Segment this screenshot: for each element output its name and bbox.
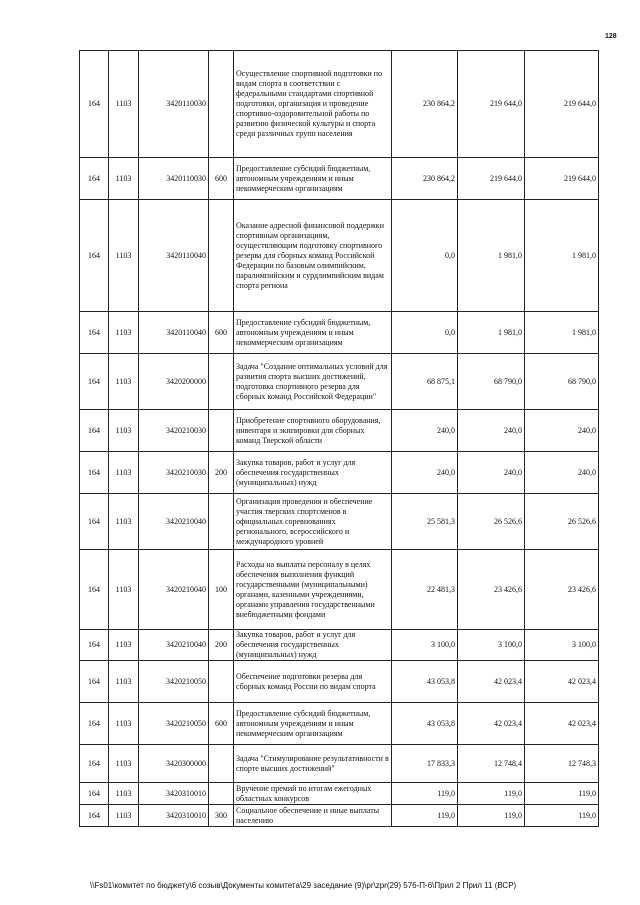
expense-type-code: [209, 661, 234, 703]
section-code: 1103: [109, 630, 139, 661]
expense-type-code: 200: [209, 452, 234, 494]
dept-code: 164: [80, 494, 109, 550]
table-row: [80, 783, 599, 805]
target-article-code: 3420110030: [139, 158, 209, 200]
amount-year-3: 23 426,6: [525, 550, 599, 630]
dept-code: 164: [80, 158, 109, 200]
table-row: [80, 410, 599, 452]
item-name: Приобретение спортивного оборудования, инвентаря и экипировки для сборных команд Тверской области: [234, 410, 392, 452]
expense-type-code: 600: [209, 158, 234, 200]
amount-year-2: 1 981,0: [458, 312, 525, 354]
amount-year-2: 12 748,4: [458, 745, 525, 783]
dept-code: 164: [80, 312, 109, 354]
amount-year-2: 240,0: [458, 410, 525, 452]
dept-code: 164: [80, 745, 109, 783]
section-code: 1103: [109, 312, 139, 354]
amount-year-3: 68 790,0: [525, 354, 599, 410]
amount-year-3: 42 023,4: [525, 703, 599, 745]
amount-year-3: 3 100,0: [525, 630, 599, 661]
expense-type-code: 600: [209, 312, 234, 354]
item-name: Предоставление субсидий бюджетным, автономным учреждениям и иным некоммерческим организациям: [234, 158, 392, 200]
amount-year-1: 240,0: [392, 452, 458, 494]
amount-year-2: 42 023,4: [458, 661, 525, 703]
section-code: 1103: [109, 783, 139, 805]
page-number: 128: [605, 33, 617, 40]
amount-year-2: 68 790,0: [458, 354, 525, 410]
amount-year-1: 43 053,8: [392, 661, 458, 703]
item-name: Оказание адресной финансовой поддержки спортивным организациям, осуществляющим подготовку спортивного резерва для сборных команд Российской Федерации по базовым олимпийским, паралимпийским и сурдлимпийским видам спорта региона: [234, 200, 392, 312]
dept-code: 164: [80, 783, 109, 805]
table-row: [80, 703, 599, 745]
amount-year-1: 25 581,3: [392, 494, 458, 550]
amount-year-3: 119,0: [525, 805, 599, 827]
table-row: [80, 805, 599, 827]
expense-type-code: 600: [209, 703, 234, 745]
target-article-code: 3420210030: [139, 410, 209, 452]
section-code: 1103: [109, 354, 139, 410]
table-row: [80, 51, 599, 158]
item-name: Закупка товаров, работ и услуг для обеспечения государственных (муниципальных) нужд: [234, 630, 392, 661]
table-row: [80, 745, 599, 783]
amount-year-1: 68 875,1: [392, 354, 458, 410]
item-name: Обеспечение подготовки резерва для сборных команд России по видам спорта: [234, 661, 392, 703]
amount-year-1: 119,0: [392, 805, 458, 827]
section-code: 1103: [109, 410, 139, 452]
table-row: [80, 494, 599, 550]
target-article-code: 3420300000: [139, 745, 209, 783]
amount-year-3: 1 981,0: [525, 312, 599, 354]
amount-year-3: 240,0: [525, 410, 599, 452]
amount-year-1: 3 100,0: [392, 630, 458, 661]
dept-code: 164: [80, 661, 109, 703]
item-name: Предоставление субсидий бюджетным, автономным учреждениям и иным некоммерческим организациям: [234, 312, 392, 354]
amount-year-1: 230 864,2: [392, 158, 458, 200]
dept-code: 164: [80, 550, 109, 630]
amount-year-1: 230 864,2: [392, 51, 458, 158]
amount-year-2: 1 981,0: [458, 200, 525, 312]
budget-table: [79, 50, 599, 827]
table-row: [80, 452, 599, 494]
dept-code: 164: [80, 200, 109, 312]
table-row: [80, 630, 599, 661]
table-row: [80, 312, 599, 354]
section-code: 1103: [109, 452, 139, 494]
section-code: 1103: [109, 158, 139, 200]
amount-year-3: 219 644,0: [525, 51, 599, 158]
target-article-code: 3420310010: [139, 783, 209, 805]
amount-year-3: 119,0: [525, 783, 599, 805]
table-row: [80, 158, 599, 200]
amount-year-1: 119,0: [392, 783, 458, 805]
amount-year-3: 240,0: [525, 452, 599, 494]
table-row: [80, 354, 599, 410]
file-path-footer: \\Fs01\комитет по бюджету\6 созыв\Документы комитета\29 заседание (9)\pr\zpr(29) 576-П-6\Прил 2 Прил 11 (ВСР): [90, 881, 517, 890]
section-code: 1103: [109, 703, 139, 745]
amount-year-1: 43 053,8: [392, 703, 458, 745]
expense-type-code: [209, 745, 234, 783]
item-name: Задача "Стимулирование результативности в спорте высших достижений": [234, 745, 392, 783]
target-article-code: 3420200000: [139, 354, 209, 410]
amount-year-2: 219 644,0: [458, 51, 525, 158]
expense-type-code: [209, 51, 234, 158]
target-article-code: 3420210040: [139, 494, 209, 550]
amount-year-2: 3 100,0: [458, 630, 525, 661]
expense-type-code: 100: [209, 550, 234, 630]
table-row: [80, 200, 599, 312]
item-name: Осуществление спортивной подготовки по видам спорта в соответствии с федеральными стандартами спортивной подготовки, организация и проведение спортивно-оздоровительной работы по развитию физической культуры и спорта среди различных групп населения: [234, 51, 392, 158]
table-row: [80, 661, 599, 703]
target-article-code: 3420210050: [139, 703, 209, 745]
expense-type-code: 200: [209, 630, 234, 661]
section-code: 1103: [109, 805, 139, 827]
amount-year-1: 0,0: [392, 200, 458, 312]
amount-year-2: 119,0: [458, 783, 525, 805]
dept-code: 164: [80, 630, 109, 661]
dept-code: 164: [80, 805, 109, 827]
dept-code: 164: [80, 410, 109, 452]
item-name: Закупка товаров, работ и услуг для обеспечения государственных (муниципальных) нужд: [234, 452, 392, 494]
amount-year-2: 119,0: [458, 805, 525, 827]
section-code: 1103: [109, 200, 139, 312]
item-name: Задача "Создание оптимальных условий для развития спорта высших достижений, подготовка спортивного резерва для сборных команд Российской Федерации": [234, 354, 392, 410]
expense-type-code: [209, 354, 234, 410]
item-name: Вручение премий по итогам ежегодных областных конкурсов: [234, 783, 392, 805]
amount-year-2: 219 644,0: [458, 158, 525, 200]
item-name: Расходы на выплаты персоналу в целях обеспечения выполнения функций государственными (муниципальными) органами, казенными учреждениями, органами управления государственными внебюджетными фондами: [234, 550, 392, 630]
target-article-code: 3420310010: [139, 805, 209, 827]
expense-type-code: [209, 494, 234, 550]
dept-code: 164: [80, 354, 109, 410]
section-code: 1103: [109, 745, 139, 783]
amount-year-2: 26 526,6: [458, 494, 525, 550]
expense-type-code: 300: [209, 805, 234, 827]
amount-year-1: 0,0: [392, 312, 458, 354]
dept-code: 164: [80, 452, 109, 494]
target-article-code: 3420110040: [139, 312, 209, 354]
dept-code: 164: [80, 51, 109, 158]
amount-year-1: 22 481,3: [392, 550, 458, 630]
amount-year-3: 42 023,4: [525, 661, 599, 703]
section-code: 1103: [109, 550, 139, 630]
target-article-code: 3420110040: [139, 200, 209, 312]
amount-year-3: 1 981,0: [525, 200, 599, 312]
section-code: 1103: [109, 494, 139, 550]
target-article-code: 3420210030: [139, 452, 209, 494]
amount-year-1: 240,0: [392, 410, 458, 452]
expense-type-code: [209, 410, 234, 452]
amount-year-1: 17 833,3: [392, 745, 458, 783]
amount-year-2: 240,0: [458, 452, 525, 494]
item-name: Социальное обеспечение и иные выплаты населению: [234, 805, 392, 827]
dept-code: 164: [80, 703, 109, 745]
amount-year-2: 23 426,6: [458, 550, 525, 630]
amount-year-2: 42 023,4: [458, 703, 525, 745]
table-row: [80, 550, 599, 630]
item-name: Предоставление субсидий бюджетным, автономным учреждениям и иным некоммерческим организациям: [234, 703, 392, 745]
section-code: 1103: [109, 661, 139, 703]
amount-year-3: 219 644,0: [525, 158, 599, 200]
section-code: 1103: [109, 51, 139, 158]
expense-type-code: [209, 783, 234, 805]
expense-type-code: [209, 200, 234, 312]
amount-year-3: 26 526,6: [525, 494, 599, 550]
item-name: Организация проведения и обеспечение участия тверских спортсменов в официальных соревнованиях регионального, всероссийского и международного уровней: [234, 494, 392, 550]
target-article-code: 3420210040: [139, 550, 209, 630]
target-article-code: 3420210050: [139, 661, 209, 703]
target-article-code: 3420110030: [139, 51, 209, 158]
amount-year-3: 12 748,3: [525, 745, 599, 783]
target-article-code: 3420210040: [139, 630, 209, 661]
